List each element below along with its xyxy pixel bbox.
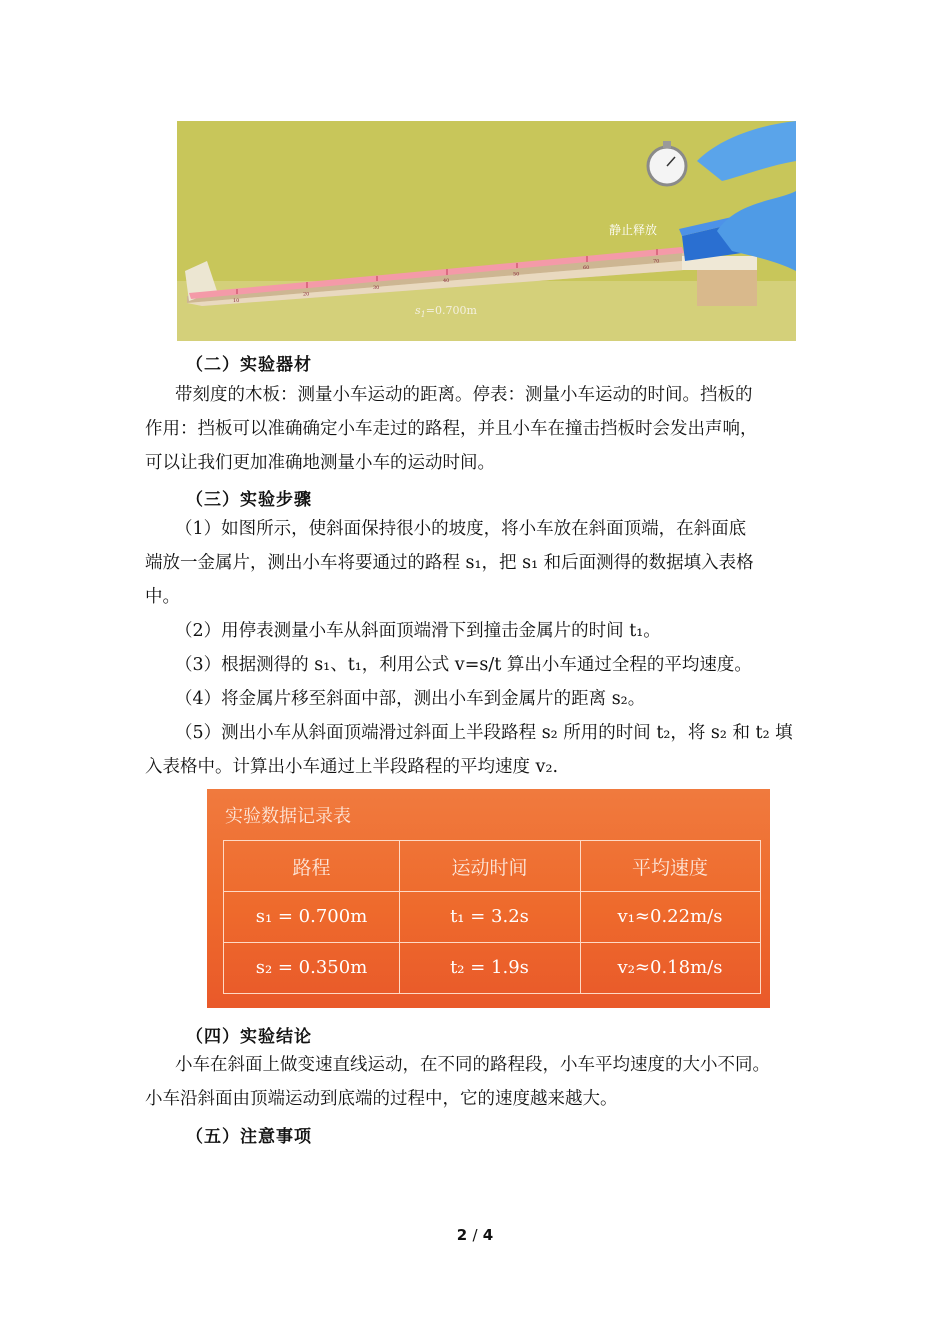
page-number [0,1226,950,1244]
ruler-tick-label: 70 [653,258,660,265]
step-line: 中。 [145,587,180,607]
ruler-tick-label: 10 [233,298,240,304]
current-page: 2 [456,1226,468,1244]
table-grid [223,840,761,994]
table-cell: s₁ = 0.700m [255,905,368,927]
table-cell: v₂≈0.18m/s [617,956,723,978]
page-separator: / [472,1226,478,1244]
table-cell: t₂ = 1.9s [450,956,529,978]
table-cell: v₁≈0.22m/s [617,905,723,927]
table-title: 实验数据记录表 [225,806,351,827]
table-row [224,891,760,941]
total-pages: 4 [482,1226,494,1244]
step-line: （3）根据测得的 s₁、t₁，利用公式 v=s/t 算出小车通过全程的平均速度。 [175,655,752,675]
step-line: （1）如图所示，使斜面保持很小的坡度，将小车放在斜面顶端，在斜面底 [175,519,747,539]
conclusion-paragraph [145,1048,815,1116]
ruler-tick-label: 30 [373,284,380,291]
ruler-tick-label: 40 [443,278,450,285]
table-cell: s₂ = 0.350m [255,956,368,978]
table-header: 运动时间 [451,856,528,879]
steps-heading: （三）实验步骤 [186,490,312,510]
ruler-tick-label: 50 [513,271,520,278]
distance-value: =0.700m [425,304,477,317]
equipment-paragraph [145,378,815,480]
equipment-line: 带刻度的木板：测量小车运动的距离。停表：测量小车运动的时间。挡板的 [175,385,753,405]
step-line: 入表格中。计算出小车通过上半段路程的平均速度 v₂. [145,757,559,777]
ruler-tick-label: 20 [303,291,310,298]
equipment-heading: （二）实验器材 [186,355,312,375]
table-header: 路程 [292,856,331,879]
step-line: （5）测出小车从斜面顶端滑过斜面上半段路程 s₂ 所用的时间 t₂，将 s₂ 和 t₂ 填 [175,723,793,743]
table-header-row [224,841,760,891]
distance-label: s [415,304,421,317]
equipment-line: 作用：挡板可以准确确定小车走过的路程，并且小车在撞击挡板时会发出声响， [145,419,758,439]
overlay-label: 静止释放 [609,223,658,237]
experiment-illustration [177,121,796,341]
steps-paragraph [145,512,815,784]
ruler-tick-label: 60 [583,265,590,271]
notes-heading: （五）注意事项 [186,1127,312,1147]
distance-sub: 1 [420,310,426,319]
table-cell: t₁ = 3.2s [450,905,529,927]
data-record-table [207,789,770,1008]
experiment-photo [177,121,796,341]
conclusion-line: 小车沿斜面由顶端运动到底端的过程中，它的速度越来越大。 [145,1089,618,1109]
step-line: （2）用停表测量小车从斜面顶端滑下到撞击金属片的时间 t₁。 [175,621,661,641]
table-row [224,942,760,992]
step-line: （4）将金属片移至斜面中部，测出小车到金属片的距离 s₂。 [175,689,646,709]
conclusion-line: 小车在斜面上做变速直线运动，在不同的路程段，小车平均速度的大小不同。 [175,1055,770,1075]
equipment-line: 可以让我们更加准确地测量小车的运动时间。 [145,453,495,473]
conclusion-heading: （四）实验结论 [186,1027,312,1047]
table-header: 平均速度 [631,856,708,879]
step-line: 端放一金属片，测出小车将要通过的路程 s₁，把 s₁ 和后面测得的数据填入表格 [145,553,754,573]
